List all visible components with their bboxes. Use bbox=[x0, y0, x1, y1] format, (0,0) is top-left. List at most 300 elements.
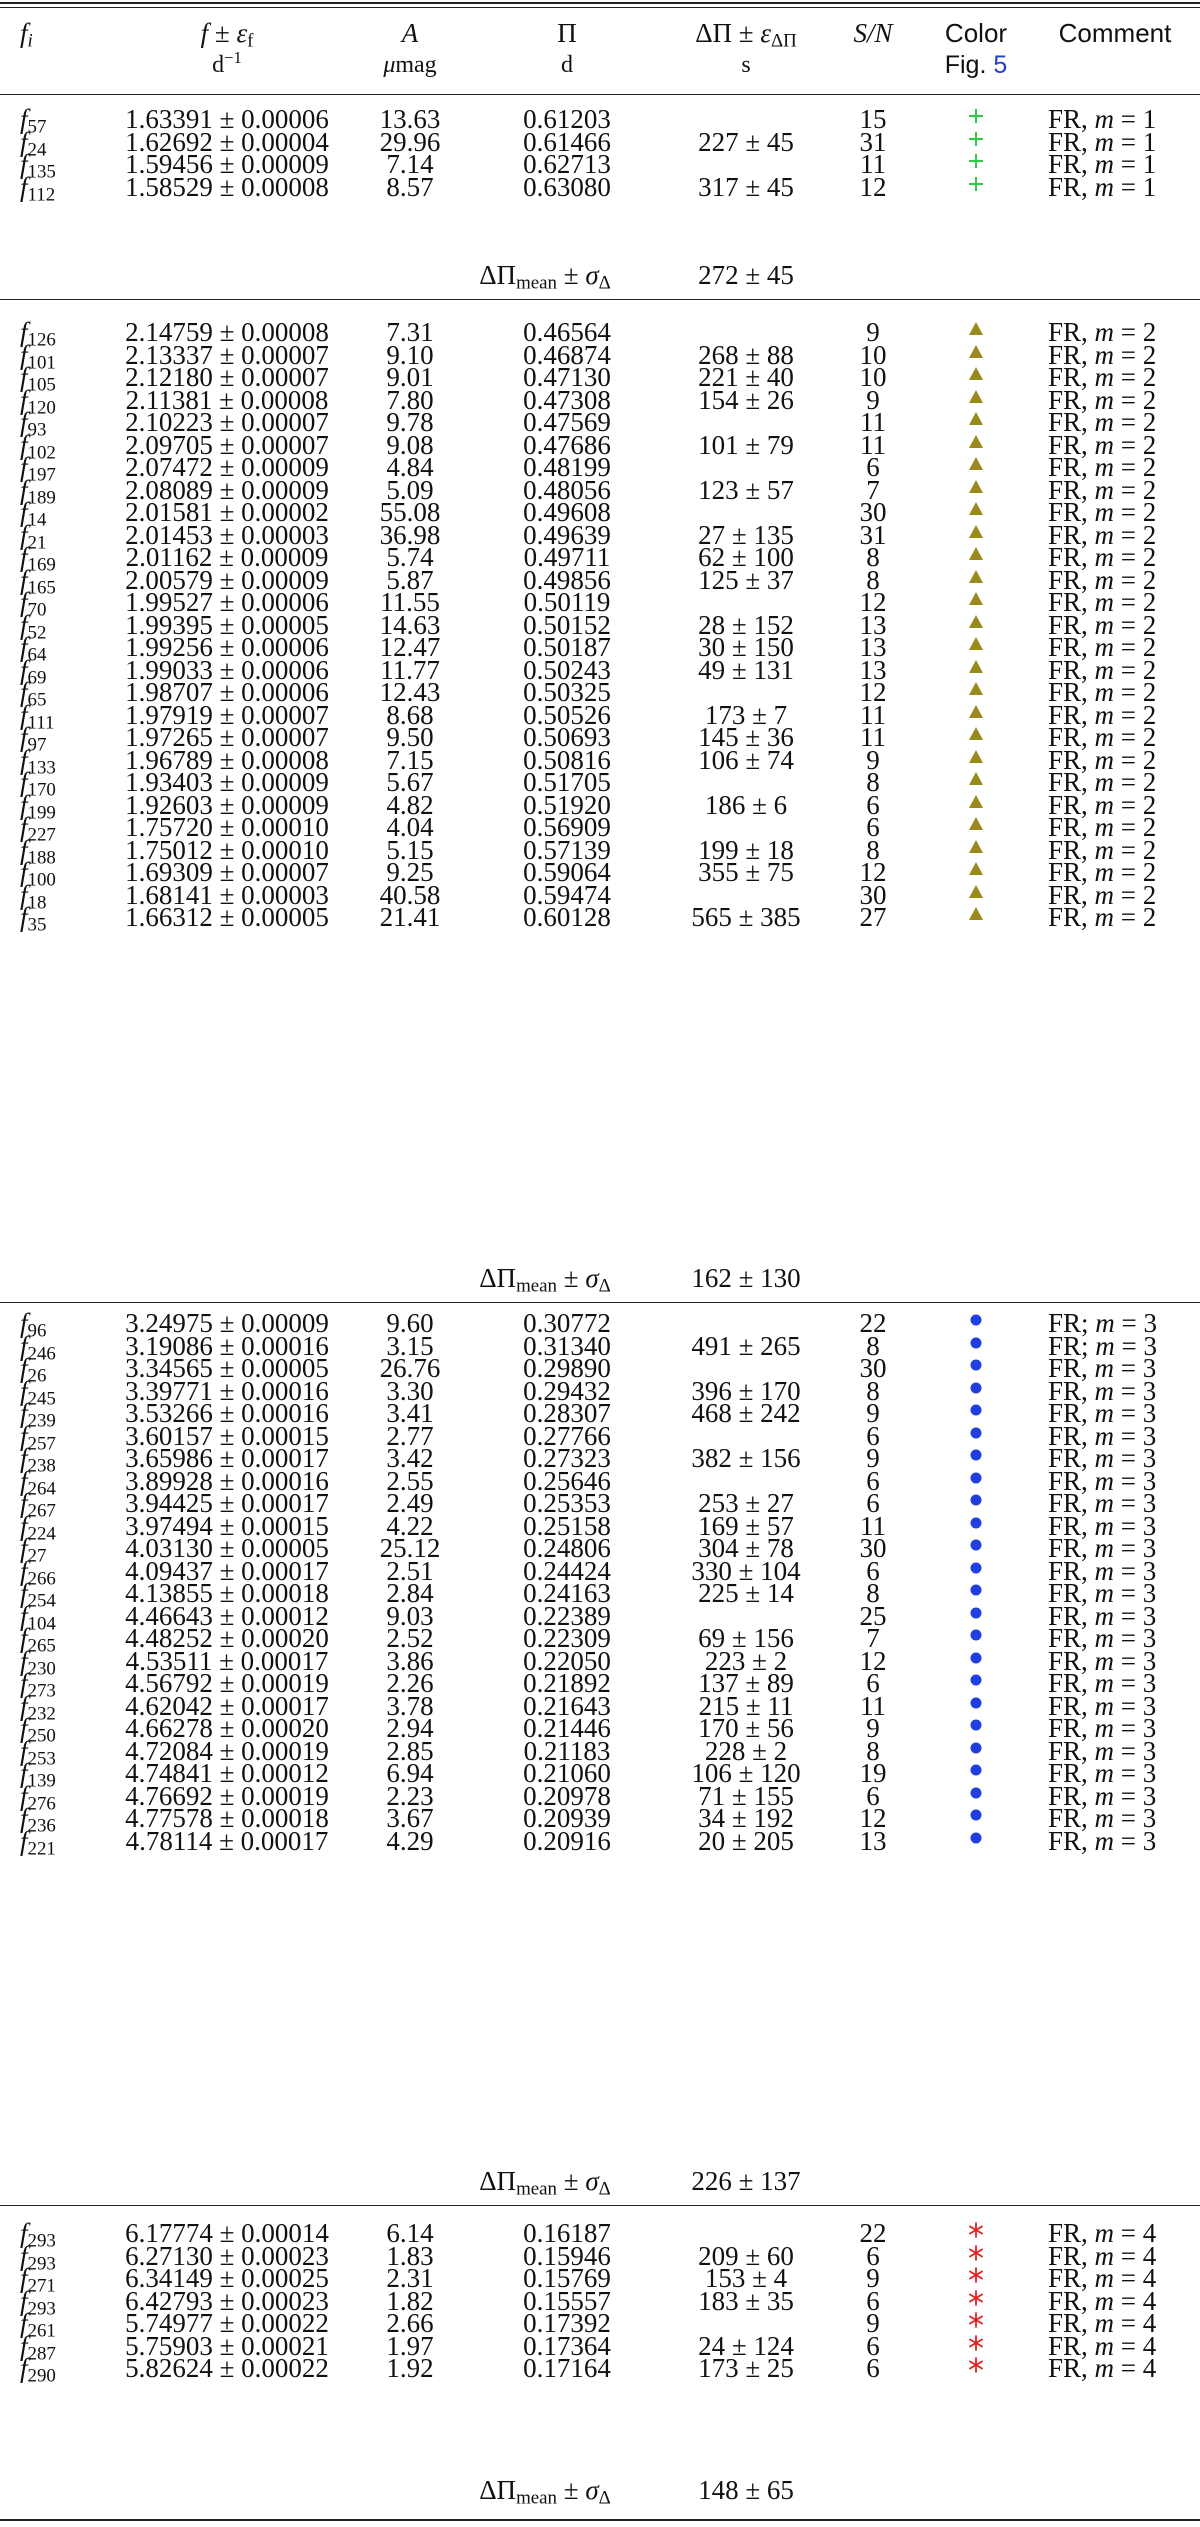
table-row-period: 0.21892 bbox=[523, 1668, 611, 1698]
table-row-comment: FR, m = 3 bbox=[1048, 1623, 1157, 1653]
table-row-comment: FR, m = 2 bbox=[1048, 362, 1157, 392]
header-spacing-unit: s bbox=[741, 52, 751, 78]
table-row-period: 0.28307 bbox=[523, 1398, 611, 1428]
table-row-frequency: 6.42793 ± 0.00023 bbox=[125, 2286, 329, 2316]
table-row-fi: $f_{230}$ bbox=[20, 1646, 56, 1680]
plus-marker-icon bbox=[966, 151, 986, 171]
table-row-amplitude: 11.55 bbox=[380, 587, 440, 617]
table-row-sn: 7 bbox=[866, 1623, 880, 1653]
table-row-amplitude: 4.22 bbox=[386, 1511, 434, 1541]
table-row-period: 0.49856 bbox=[523, 565, 611, 595]
table-row-sn: 6 bbox=[866, 1466, 880, 1496]
table-row-amplitude: 4.84 bbox=[386, 452, 434, 482]
circle-marker-icon bbox=[966, 1445, 986, 1465]
table-row-frequency: 3.39771 ± 0.00016 bbox=[125, 1376, 329, 1406]
group-mean-value: 226 ± 137 bbox=[691, 2166, 801, 2196]
group-separator bbox=[0, 1302, 1200, 1303]
table-row-sn: 9 bbox=[866, 1398, 880, 1428]
table-row-sn: 9 bbox=[866, 317, 880, 347]
table-row-period: 0.27766 bbox=[523, 1421, 611, 1451]
table-row-frequency: 4.09437 ± 0.00017 bbox=[125, 1556, 329, 1586]
circle-marker-icon bbox=[966, 1400, 986, 1420]
header-comment: Comment bbox=[1058, 18, 1172, 48]
table-row-fi: $f_{199}$ bbox=[20, 790, 56, 824]
table-row-spacing: 173 ± 7 bbox=[704, 700, 788, 730]
table-row-fi: $f_{261}$ bbox=[20, 2308, 56, 2342]
table-row-fi: $f_{35}$ bbox=[20, 902, 47, 936]
circle-marker-icon bbox=[966, 1310, 986, 1330]
table-row-comment: FR, m = 2 bbox=[1048, 677, 1157, 707]
asterisk-marker-icon bbox=[966, 2333, 986, 2353]
circle-marker-icon bbox=[966, 1580, 986, 1600]
table-row-period: 0.20916 bbox=[523, 1826, 611, 1856]
table-row-sn: 22 bbox=[859, 1308, 887, 1338]
table-row-frequency: 1.93403 ± 0.00009 bbox=[125, 767, 329, 797]
triangle-marker-icon bbox=[966, 319, 986, 339]
table-row-comment: FR, m = 1 bbox=[1048, 149, 1157, 179]
table-row-comment: FR, m = 3 bbox=[1048, 1601, 1157, 1631]
table-row-comment: FR, m = 2 bbox=[1048, 430, 1157, 460]
table-row-spacing: 169 ± 57 bbox=[698, 1511, 794, 1541]
table-row-comment: FR, m = 3 bbox=[1048, 1713, 1157, 1743]
table-row-frequency: 4.66278 ± 0.00020 bbox=[125, 1713, 329, 1743]
table-row-amplitude: 12.43 bbox=[379, 677, 441, 707]
table-row-comment: FR, m = 2 bbox=[1048, 835, 1157, 865]
table-row-period: 0.29890 bbox=[523, 1353, 611, 1383]
table-row-frequency: 2.10223 ± 0.00007 bbox=[125, 407, 329, 437]
table-row-sn: 12 bbox=[859, 587, 887, 617]
table-row-period: 0.20939 bbox=[523, 1803, 611, 1833]
table-row-sn: 13 bbox=[859, 610, 887, 640]
table-row-comment: FR, m = 1 bbox=[1048, 127, 1157, 157]
table-row-fi: $f_{102}$ bbox=[20, 430, 56, 464]
table-row-frequency: 5.82624 ± 0.00022 bbox=[125, 2353, 329, 2383]
table-row-frequency: 3.97494 ± 0.00015 bbox=[125, 1511, 329, 1541]
table-row-amplitude: 3.78 bbox=[386, 1691, 434, 1721]
circle-marker-icon bbox=[966, 1648, 986, 1668]
table-row-spacing: 27 ± 135 bbox=[698, 520, 794, 550]
group-mean-value: 272 ± 45 bbox=[698, 260, 794, 290]
table-row-sn: 8 bbox=[866, 1331, 880, 1361]
table-row-comment: FR, m = 2 bbox=[1048, 542, 1157, 572]
table-row-sn: 12 bbox=[859, 1803, 887, 1833]
table-row-fi: $f_{254}$ bbox=[20, 1578, 56, 1612]
table-row-comment: FR, m = 2 bbox=[1048, 452, 1157, 482]
table-row-fi: $f_{139}$ bbox=[20, 1758, 56, 1792]
table-row-comment: FR, m = 4 bbox=[1048, 2286, 1157, 2316]
table-row-period: 0.51705 bbox=[523, 767, 611, 797]
table-row-comment: FR, m = 3 bbox=[1048, 1466, 1157, 1496]
table-row-fi: $f_{52}$ bbox=[20, 610, 47, 644]
table-row-period: 0.59064 bbox=[523, 857, 611, 887]
table-row-frequency: 4.48252 ± 0.00020 bbox=[125, 1623, 329, 1653]
table-row-fi: $f_{101}$ bbox=[20, 340, 56, 374]
table-row-comment: FR, m = 3 bbox=[1048, 1736, 1157, 1766]
table-row-sn: 6 bbox=[866, 1488, 880, 1518]
table-row-comment: FR, m = 4 bbox=[1048, 2331, 1157, 2361]
table-row-amplitude: 1.97 bbox=[386, 2331, 434, 2361]
table-row-spacing: 101 ± 79 bbox=[698, 430, 794, 460]
asterisk-marker-icon bbox=[966, 2265, 986, 2285]
table-row-amplitude: 40.58 bbox=[379, 880, 441, 910]
table-row-sn: 6 bbox=[866, 1668, 880, 1698]
table-row-comment: FR, m = 3 bbox=[1048, 1421, 1157, 1451]
triangle-marker-icon bbox=[966, 904, 986, 924]
table-row-sn: 9 bbox=[866, 2263, 880, 2293]
table-row-amplitude: 12.47 bbox=[379, 632, 441, 662]
table-row-frequency: 2.01581 ± 0.00002 bbox=[125, 497, 329, 527]
table-row-period: 0.46874 bbox=[523, 340, 611, 370]
table-row-sn: 31 bbox=[859, 520, 887, 550]
table-row-frequency: 4.03130 ± 0.00005 bbox=[125, 1533, 329, 1563]
triangle-marker-icon bbox=[966, 814, 986, 834]
table-row-spacing: 186 ± 6 bbox=[704, 790, 788, 820]
table-row-sn: 6 bbox=[866, 790, 880, 820]
table-row-amplitude: 2.94 bbox=[386, 1713, 434, 1743]
table-row-sn: 9 bbox=[866, 1443, 880, 1473]
triangle-marker-icon bbox=[966, 477, 986, 497]
table-row-fi: $f_{14}$ bbox=[20, 497, 47, 531]
circle-marker-icon bbox=[966, 1828, 986, 1848]
table-row-sn: 6 bbox=[866, 2241, 880, 2271]
table-row-fi: $f_{69}$ bbox=[20, 655, 47, 689]
table-row-sn: 11 bbox=[860, 407, 886, 437]
top-rule bbox=[0, 2, 1200, 4]
table-row-frequency: 2.01162 ± 0.00009 bbox=[125, 542, 329, 572]
table-row-spacing: 223 ± 2 bbox=[704, 1646, 788, 1676]
table-row-sn: 30 bbox=[859, 497, 887, 527]
table-row-fi: $f_{93}$ bbox=[20, 407, 47, 441]
table-row-fi: $f_{250}$ bbox=[20, 1713, 56, 1747]
table-row-period: 0.57139 bbox=[523, 835, 611, 865]
table-row-spacing: 209 ± 60 bbox=[698, 2241, 794, 2271]
circle-marker-icon bbox=[966, 1423, 986, 1443]
table-row-comment: FR, m = 2 bbox=[1048, 497, 1157, 527]
table-row-spacing: 28 ± 152 bbox=[698, 610, 794, 640]
table-row-period: 0.56909 bbox=[523, 812, 611, 842]
table-row-fi: $f_{293}$ bbox=[20, 2218, 56, 2252]
table-row-fi: $f_{253}$ bbox=[20, 1736, 56, 1770]
table-row-fi: $f_{257}$ bbox=[20, 1421, 56, 1455]
table-row-frequency: 1.97919 ± 0.00007 bbox=[125, 700, 329, 730]
table-row-fi: $f_{133}$ bbox=[20, 745, 56, 779]
group-mean-value: 162 ± 130 bbox=[691, 1263, 801, 1293]
table-row-spacing: 125 ± 37 bbox=[698, 565, 794, 595]
circle-marker-icon bbox=[966, 1760, 986, 1780]
table-row-comment: FR, m = 2 bbox=[1048, 767, 1157, 797]
triangle-marker-icon bbox=[966, 769, 986, 789]
table-row-frequency: 1.63391 ± 0.00006 bbox=[125, 104, 329, 134]
bottom-rule bbox=[0, 2519, 1200, 2521]
table-row-period: 0.30772 bbox=[523, 1308, 611, 1338]
table-row-amplitude: 7.80 bbox=[386, 385, 434, 415]
table-row-sn: 15 bbox=[859, 104, 887, 134]
table-row-comment: FR, m = 1 bbox=[1048, 104, 1157, 134]
circle-marker-icon bbox=[966, 1783, 986, 1803]
circle-marker-icon bbox=[966, 1805, 986, 1825]
table-row-frequency: 1.92603 ± 0.00009 bbox=[125, 790, 329, 820]
table-row-amplitude: 5.67 bbox=[386, 767, 434, 797]
table-row-fi: $f_{271}$ bbox=[20, 2263, 56, 2297]
table-row-sn: 11 bbox=[860, 1511, 886, 1541]
table-row-amplitude: 1.83 bbox=[386, 2241, 434, 2271]
table-row-comment: FR, m = 2 bbox=[1048, 745, 1157, 775]
table-row-period: 0.49608 bbox=[523, 497, 611, 527]
table-row-sn: 13 bbox=[859, 632, 887, 662]
triangle-marker-icon bbox=[966, 882, 986, 902]
table-row-period: 0.47569 bbox=[523, 407, 611, 437]
circle-marker-icon bbox=[966, 1355, 986, 1375]
table-row-fi: $f_{232}$ bbox=[20, 1691, 56, 1725]
table-row-frequency: 3.60157 ± 0.00015 bbox=[125, 1421, 329, 1451]
table-row-sn: 8 bbox=[866, 542, 880, 572]
table-row-amplitude: 2.49 bbox=[386, 1488, 434, 1518]
table-row-fi: $f_{197}$ bbox=[20, 452, 56, 486]
header-rule bbox=[0, 94, 1200, 95]
circle-marker-icon bbox=[966, 1558, 986, 1578]
table-row-frequency: 2.00579 ± 0.00009 bbox=[125, 565, 329, 595]
table-row-sn: 12 bbox=[859, 677, 887, 707]
table-row-comment: FR, m = 3 bbox=[1048, 1511, 1157, 1541]
table-row-sn: 6 bbox=[866, 1421, 880, 1451]
table-row-spacing: 20 ± 205 bbox=[698, 1826, 794, 1856]
table-row-sn: 7 bbox=[866, 475, 880, 505]
table-row-period: 0.21643 bbox=[523, 1691, 611, 1721]
table-row-sn: 13 bbox=[859, 655, 887, 685]
table-row-spacing: 215 ± 11 bbox=[698, 1691, 794, 1721]
table-row-frequency: 2.09705 ± 0.00007 bbox=[125, 430, 329, 460]
table-row-sn: 10 bbox=[859, 340, 887, 370]
header-sn: S/N bbox=[853, 18, 893, 48]
table-row-sn: 11 bbox=[860, 1691, 886, 1721]
table-row-period: 0.29432 bbox=[523, 1376, 611, 1406]
table-row-frequency: 3.19086 ± 0.00016 bbox=[125, 1331, 329, 1361]
table-row-period: 0.17164 bbox=[523, 2353, 611, 2383]
figure-link[interactable]: 5 bbox=[993, 51, 1008, 79]
table-row-spacing: 221 ± 40 bbox=[698, 362, 794, 392]
table-row-amplitude: 2.23 bbox=[386, 1781, 434, 1811]
table-row-frequency: 6.17774 ± 0.00014 bbox=[125, 2218, 329, 2248]
table-row-spacing: 106 ± 74 bbox=[698, 745, 794, 775]
table-row-period: 0.59474 bbox=[523, 880, 611, 910]
asterisk-marker-icon bbox=[966, 2355, 986, 2375]
table-row-comment: FR, m = 2 bbox=[1048, 632, 1157, 662]
table-row-period: 0.49711 bbox=[523, 542, 611, 572]
table-row-spacing: 123 ± 57 bbox=[698, 475, 794, 505]
triangle-marker-icon bbox=[966, 612, 986, 632]
table-row-comment: FR, m = 3 bbox=[1048, 1578, 1157, 1608]
table-row-amplitude: 9.10 bbox=[386, 340, 434, 370]
table-row-amplitude: 9.03 bbox=[386, 1601, 434, 1631]
table-row-fi: $f_{24}$ bbox=[20, 127, 47, 161]
table-row-frequency: 4.76692 ± 0.00019 bbox=[125, 1781, 329, 1811]
table-row-fi: $f_{57}$ bbox=[20, 104, 47, 138]
triangle-marker-icon bbox=[966, 679, 986, 699]
table-row-amplitude: 3.41 bbox=[386, 1398, 434, 1428]
table-row-fi: $f_{227}$ bbox=[20, 812, 56, 846]
triangle-marker-icon bbox=[966, 364, 986, 384]
asterisk-marker-icon bbox=[966, 2310, 986, 2330]
table-row-sn: 11 bbox=[860, 722, 886, 752]
table-row-period: 0.25353 bbox=[523, 1488, 611, 1518]
top-rule-inner bbox=[0, 7, 1200, 8]
table-row-fi: $f_{236}$ bbox=[20, 1803, 56, 1837]
table-row-comment: FR, m = 3 bbox=[1048, 1488, 1157, 1518]
table-row-frequency: 4.53511 ± 0.00017 bbox=[125, 1646, 329, 1676]
table-row-spacing: 71 ± 155 bbox=[698, 1781, 794, 1811]
table-row-amplitude: 5.87 bbox=[386, 565, 434, 595]
table-row-amplitude: 3.15 bbox=[386, 1331, 434, 1361]
table-row-amplitude: 3.67 bbox=[386, 1803, 434, 1833]
table-row-spacing: 154 ± 26 bbox=[698, 385, 794, 415]
table-row-amplitude: 29.96 bbox=[379, 127, 441, 157]
table-row-spacing: 62 ± 100 bbox=[698, 542, 794, 572]
table-row-fi: $f_{264}$ bbox=[20, 1466, 56, 1500]
table-row-sn: 9 bbox=[866, 1713, 880, 1743]
triangle-marker-icon bbox=[966, 454, 986, 474]
table-row-period: 0.22389 bbox=[523, 1601, 611, 1631]
table-row-comment: FR, m = 2 bbox=[1048, 587, 1157, 617]
table-row-period: 0.20978 bbox=[523, 1781, 611, 1811]
table-row-sn: 8 bbox=[866, 835, 880, 865]
triangle-marker-icon bbox=[966, 567, 986, 587]
table-row-period: 0.15946 bbox=[523, 2241, 611, 2271]
table-row-comment: FR, m = 2 bbox=[1048, 700, 1157, 730]
table-row-fi: $f_{245}$ bbox=[20, 1376, 56, 1410]
table-row-frequency: 3.94425 ± 0.00017 bbox=[125, 1488, 329, 1518]
table-row-comment: FR, m = 1 bbox=[1048, 172, 1157, 202]
table-row-amplitude: 26.76 bbox=[379, 1353, 441, 1383]
table-row-comment: FR, m = 3 bbox=[1048, 1758, 1157, 1788]
table-row-fi: $f_{188}$ bbox=[20, 835, 56, 869]
triangle-marker-icon bbox=[966, 702, 986, 722]
circle-marker-icon bbox=[966, 1535, 986, 1555]
table-row-fi: $f_{273}$ bbox=[20, 1668, 56, 1702]
table-row-period: 0.48056 bbox=[523, 475, 611, 505]
table-row-period: 0.22050 bbox=[523, 1646, 611, 1676]
table-row-period: 0.47308 bbox=[523, 385, 611, 415]
table-row-spacing: 30 ± 150 bbox=[698, 632, 794, 662]
table-row-frequency: 2.07472 ± 0.00009 bbox=[125, 452, 329, 482]
table-row-comment: FR, m = 2 bbox=[1048, 610, 1157, 640]
table-row-spacing: 565 ± 385 bbox=[691, 902, 801, 932]
table-row-comment: FR, m = 2 bbox=[1048, 385, 1157, 415]
circle-marker-icon bbox=[966, 1715, 986, 1735]
table-row-fi: $f_{27}$ bbox=[20, 1533, 47, 1567]
table-row-sn: 12 bbox=[859, 857, 887, 887]
table-row-spacing: 145 ± 36 bbox=[698, 722, 794, 752]
table-row-period: 0.47130 bbox=[523, 362, 611, 392]
table-row-fi: $f_{290}$ bbox=[20, 2353, 56, 2387]
header-spacing: $\Delta\Pi \pm \varepsilon_{\Delta\Pi}$ bbox=[695, 18, 797, 52]
table-row-period: 0.50119 bbox=[523, 587, 611, 617]
table-row-frequency: 2.01453 ± 0.00003 bbox=[125, 520, 329, 550]
table-row-amplitude: 7.31 bbox=[386, 317, 434, 347]
triangle-marker-icon bbox=[966, 499, 986, 519]
table-row-period: 0.50243 bbox=[523, 655, 611, 685]
table-row-fi: $f_{293}$ bbox=[20, 2241, 56, 2275]
table-row-frequency: 2.13337 ± 0.00007 bbox=[125, 340, 329, 370]
table-row-period: 0.50693 bbox=[523, 722, 611, 752]
triangle-marker-icon bbox=[966, 747, 986, 767]
table-row-spacing: 253 ± 27 bbox=[698, 1488, 794, 1518]
table-row-spacing: 183 ± 35 bbox=[698, 2286, 794, 2316]
table-row-comment: FR, m = 4 bbox=[1048, 2241, 1157, 2271]
table-row-amplitude: 2.66 bbox=[386, 2308, 434, 2338]
table-row-sn: 8 bbox=[866, 767, 880, 797]
table-row-period: 0.62713 bbox=[523, 149, 611, 179]
table-row-frequency: 3.34565 ± 0.00005 bbox=[125, 1353, 329, 1383]
header-frequency: $f \pm \varepsilon_f$ bbox=[200, 18, 254, 52]
table-row-frequency: 1.75012 ± 0.00010 bbox=[125, 835, 329, 865]
table-row-frequency: 2.12180 ± 0.00007 bbox=[125, 362, 329, 392]
table-row-sn: 9 bbox=[866, 385, 880, 415]
table-row-amplitude: 8.68 bbox=[386, 700, 434, 730]
table-row-fi: $f_{266}$ bbox=[20, 1556, 56, 1590]
table-row-fi: $f_{120}$ bbox=[20, 385, 56, 419]
table-row-spacing: 330 ± 104 bbox=[691, 1556, 801, 1586]
table-row-fi: $f_{26}$ bbox=[20, 1353, 47, 1387]
table-row-period: 0.15557 bbox=[523, 2286, 611, 2316]
table-row-sn: 6 bbox=[866, 2286, 880, 2316]
table-row-spacing: 304 ± 78 bbox=[698, 1533, 794, 1563]
table-row-comment: FR, m = 2 bbox=[1048, 475, 1157, 505]
table-row-comment: FR, m = 3 bbox=[1048, 1353, 1157, 1383]
table-row-comment: FR, m = 3 bbox=[1048, 1826, 1157, 1856]
table-row-frequency: 1.66312 ± 0.00005 bbox=[125, 902, 329, 932]
table-row-frequency: 3.89928 ± 0.00016 bbox=[125, 1466, 329, 1496]
table-row-period: 0.31340 bbox=[523, 1331, 611, 1361]
triangle-marker-icon bbox=[966, 634, 986, 654]
table-row-spacing: 225 ± 14 bbox=[698, 1578, 794, 1608]
table-row-fi: $f_{170}$ bbox=[20, 767, 56, 801]
table-row-fi: $f_{126}$ bbox=[20, 317, 56, 351]
circle-marker-icon bbox=[966, 1333, 986, 1353]
table-row-amplitude: 5.15 bbox=[386, 835, 434, 865]
table-row-sn: 22 bbox=[859, 2218, 887, 2248]
table-row-sn: 6 bbox=[866, 452, 880, 482]
table-row-amplitude: 6.94 bbox=[386, 1758, 434, 1788]
table-row-fi: $f_{21}$ bbox=[20, 520, 47, 554]
table-row-fi: $f_{97}$ bbox=[20, 722, 47, 756]
table-row-period: 0.46564 bbox=[523, 317, 611, 347]
triangle-marker-icon bbox=[966, 342, 986, 362]
table-row-amplitude: 5.74 bbox=[386, 542, 434, 572]
header-period: Π bbox=[557, 18, 577, 48]
table-row-frequency: 5.74977 ± 0.00022 bbox=[125, 2308, 329, 2338]
header-color-ref: Fig. 5 bbox=[944, 51, 1008, 79]
table-row-fi: $f_{238}$ bbox=[20, 1443, 56, 1477]
plus-marker-icon bbox=[966, 106, 986, 126]
table-row-fi: $f_{265}$ bbox=[20, 1623, 56, 1657]
table-row-spacing: 199 ± 18 bbox=[698, 835, 794, 865]
table-row-amplitude: 8.57 bbox=[386, 172, 434, 202]
table-row-spacing: 382 ± 156 bbox=[691, 1443, 801, 1473]
table-row-frequency: 1.98707 ± 0.00006 bbox=[125, 677, 329, 707]
table-row-fi: $f_{112}$ bbox=[20, 172, 56, 206]
table-row-period: 0.50325 bbox=[523, 677, 611, 707]
table-row-comment: FR, m = 3 bbox=[1048, 1803, 1157, 1833]
table-row-amplitude: 1.92 bbox=[386, 2353, 434, 2383]
triangle-marker-icon bbox=[966, 544, 986, 564]
table-row-comment: FR, m = 2 bbox=[1048, 317, 1157, 347]
table-row-period: 0.48199 bbox=[523, 452, 611, 482]
table-row-comment: FR, m = 3 bbox=[1048, 1533, 1157, 1563]
triangle-marker-icon bbox=[966, 657, 986, 677]
asterisk-marker-icon bbox=[966, 2243, 986, 2263]
table-row-spacing: 106 ± 120 bbox=[691, 1758, 801, 1788]
table-row-comment: FR, m = 2 bbox=[1048, 565, 1157, 595]
